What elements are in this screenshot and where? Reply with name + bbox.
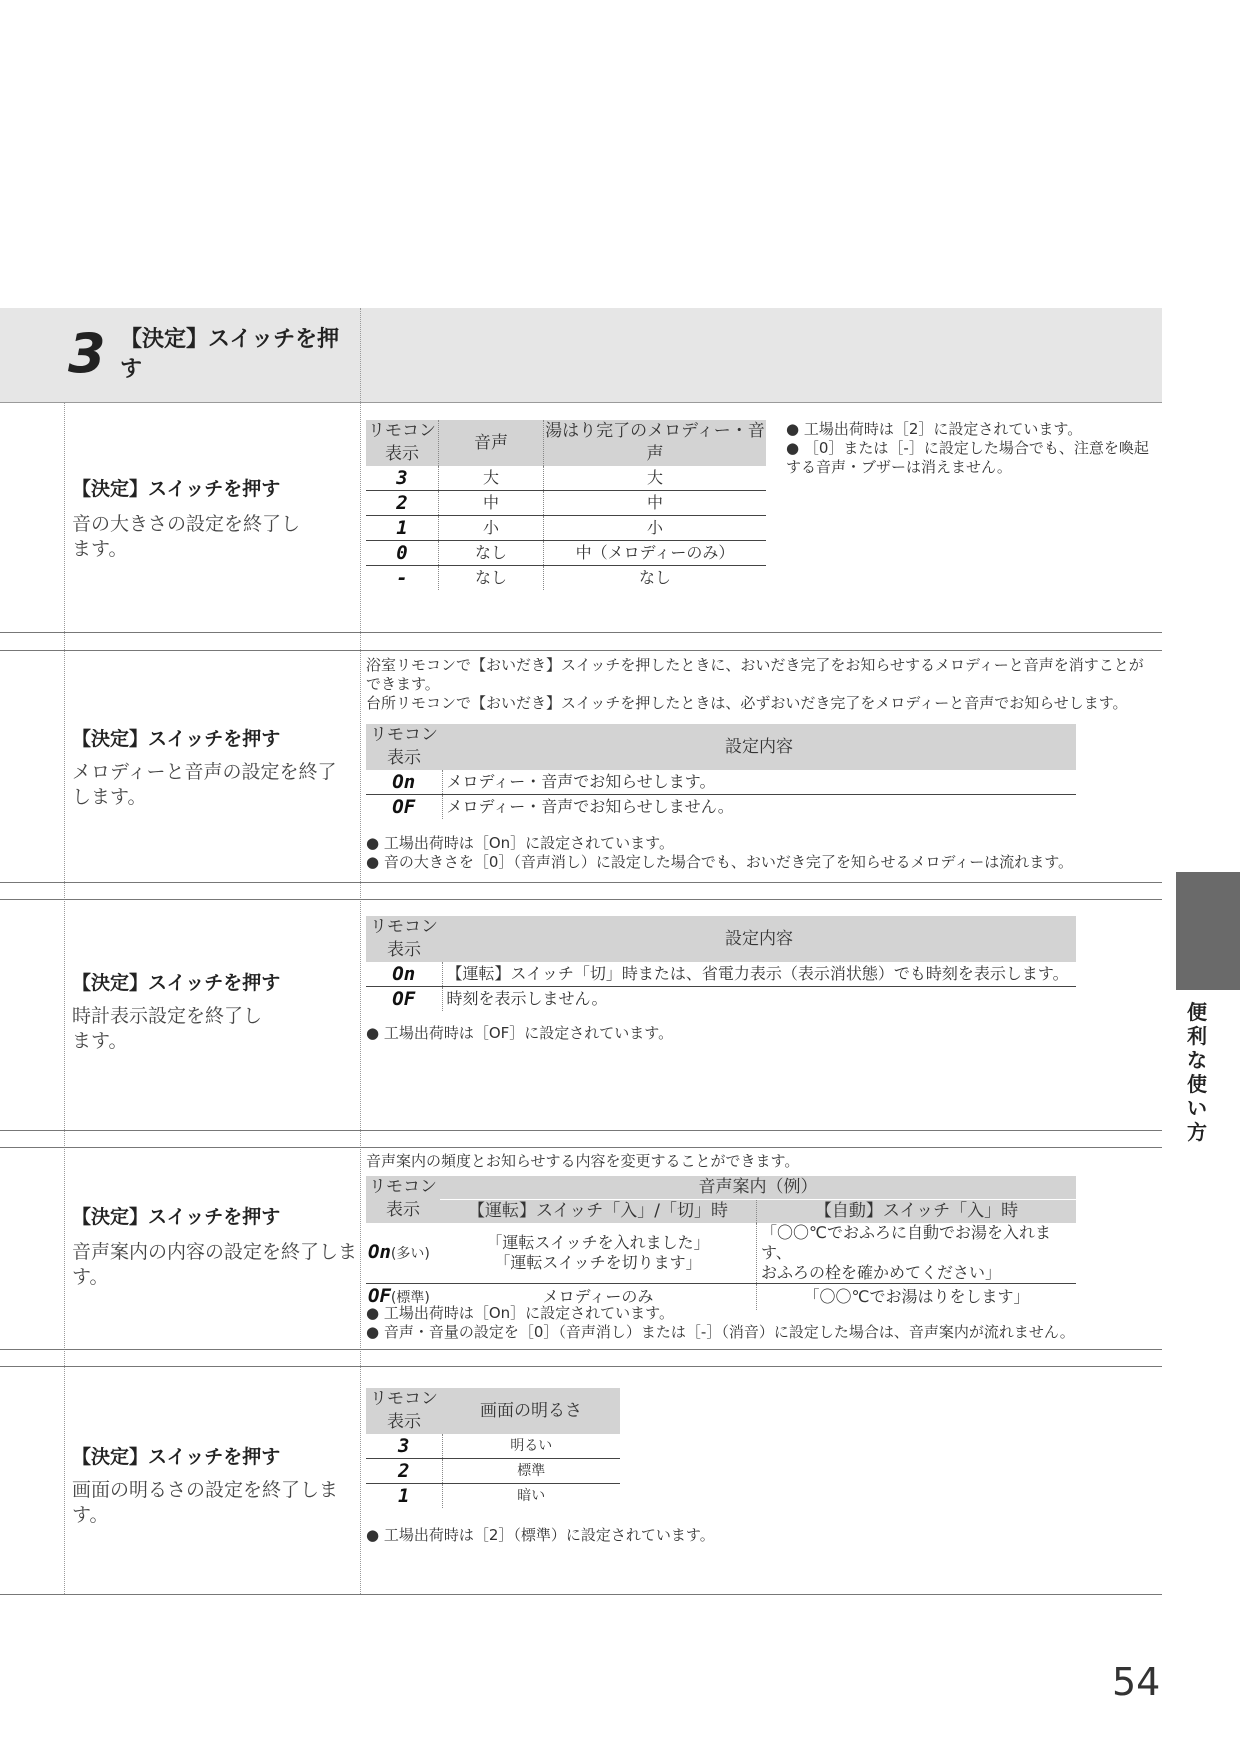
table-cell: 中 xyxy=(544,491,767,516)
col-melody: 湯はり完了のメロディー・音声 xyxy=(545,421,765,464)
display-code-cell xyxy=(366,1223,440,1284)
note-text: 工場出荷時は［2］（標準）に設定されています。 xyxy=(383,1526,715,1544)
table-row xyxy=(366,1484,620,1509)
note-item: ● 音声・音量の設定を［0］（音声消し）または［-］（消音）に設定した場合は、音声案内が流れません。 xyxy=(366,1323,1075,1341)
cell-line: 「運転スイッチを入れました」 xyxy=(486,1233,710,1252)
section-3-notes xyxy=(366,1024,1156,1043)
melody-table xyxy=(366,724,1076,819)
table-cell: 暗い xyxy=(442,1484,620,1509)
side-tab xyxy=(1176,872,1240,990)
display-code: 2 xyxy=(366,1459,442,1484)
col-remocon: リモコン表示 xyxy=(366,420,439,466)
table-cell xyxy=(757,1223,1077,1284)
table-cell: 標準 xyxy=(442,1459,620,1484)
display-code: 2 xyxy=(366,491,439,516)
table-cell: なし xyxy=(439,541,544,566)
side-tab-label: 便利な使い方 xyxy=(1187,1000,1207,1144)
note-item: ● 音の大きさを［0］（音声消し）に設定した場合でも、おいだき完了を知らせるメロディーは流れます。 xyxy=(366,853,1074,871)
note-item: ● ［0］または［-］に設定した場合でも、注意を喚起する音声・ブザーは消えません。 xyxy=(786,439,1149,476)
table-row xyxy=(366,516,766,541)
cell-line: 「〇〇℃でおふろに自動でお湯を入れます、 xyxy=(761,1223,1051,1262)
step-title: 【決定】スイッチを押す xyxy=(120,327,340,382)
section-separator xyxy=(0,1366,1162,1367)
note-item: ● 工場出荷時は［On］に設定されています。 xyxy=(366,834,674,852)
section-3-label: 【決定】スイッチを押す xyxy=(72,972,281,994)
table-cell: 中（メロディーのみ） xyxy=(544,541,767,566)
section-4-notes xyxy=(366,1304,1156,1342)
col-setting: 設定内容 xyxy=(442,916,1076,962)
col-remocon: リモコン表示 xyxy=(366,1388,442,1434)
display-code: OF xyxy=(368,1285,391,1307)
table-cell xyxy=(440,1223,757,1284)
display-code: On xyxy=(368,1241,391,1263)
table-cell: 【運転】スイッチ「切」時または、省電力表示（表示消状態）でも時刻を表示します。 xyxy=(442,962,1076,987)
display-code: 1 xyxy=(398,1485,410,1507)
table-row xyxy=(366,466,766,491)
cell-line: 「運転スイッチを切ります」 xyxy=(494,1253,702,1272)
col-remocon: リモコン表示 xyxy=(366,724,442,770)
section-separator xyxy=(0,632,1162,633)
section-separator xyxy=(0,899,1162,900)
section-separator xyxy=(0,1130,1162,1131)
note-text: 工場出荷時は［On］に設定されています。 xyxy=(383,1304,674,1322)
table-row xyxy=(366,1459,620,1484)
section-separator xyxy=(0,1349,1162,1350)
section-4-label: 【決定】スイッチを押す xyxy=(72,1206,281,1228)
col-unten: 【運転】スイッチ「入」/「切」時 xyxy=(440,1200,757,1224)
table-row xyxy=(366,962,1076,987)
section-5-desc: 画面の明るさの設定を終了します。 xyxy=(72,1479,339,1526)
note-item: ● 工場出荷時は［2］（標準）に設定されています。 xyxy=(366,1526,715,1544)
intro-text: 台所リモコンで【おいだき】スイッチを押したときは、必ずおいだき完了をメロディーと音声でお知らせします。 xyxy=(366,694,1128,712)
col-remocon: リモコン表示 xyxy=(366,916,442,962)
section-separator xyxy=(0,882,1162,883)
section-4-desc: 音声案内の内容の設定を終了します。 xyxy=(72,1241,358,1288)
table-cell: 時刻を表示しません。 xyxy=(442,987,1076,1012)
section-separator xyxy=(0,650,1162,651)
table-cell: 明るい xyxy=(442,1434,620,1459)
col-voice: 音声 xyxy=(439,420,544,466)
table-cell: 大 xyxy=(439,466,544,491)
step-number: 3 xyxy=(68,322,106,385)
table-row xyxy=(366,795,1076,820)
table-cell: 小 xyxy=(544,516,767,541)
table-row xyxy=(366,541,766,566)
page-number: 54 xyxy=(1112,1660,1161,1704)
note-item: ● 工場出荷時は［2］に設定されています。 xyxy=(786,420,1083,438)
section-1-desc: 音の大きさの設定を終了します。 xyxy=(72,513,301,560)
display-code: 3 xyxy=(366,1434,442,1459)
intro-text: 浴室リモコンで【おいだき】スイッチを押したときに、おいだき完了をお知らせするメロディーと音声を消すことができます。 xyxy=(366,656,1144,693)
col-setting: 設定内容 xyxy=(442,724,1076,770)
table-row xyxy=(366,491,766,516)
note-text: 工場出荷時は［OF］に設定されています。 xyxy=(383,1024,674,1042)
display-code: 0 xyxy=(366,541,439,566)
section-2-label: 【決定】スイッチを押す xyxy=(72,728,281,750)
section-2-intro xyxy=(366,656,1156,713)
display-code: 1 xyxy=(366,516,439,541)
table-cell: メロディー・音声でお知らせします。 xyxy=(442,770,1076,795)
col-jidou: 【自動】スイッチ「入」時 xyxy=(757,1200,1077,1224)
cell-line: おふろの栓を確かめてください」 xyxy=(761,1263,1002,1282)
col-voice-guide: 音声案内（例） xyxy=(440,1176,1076,1200)
display-code: On xyxy=(366,962,442,987)
brightness-table xyxy=(366,1388,620,1508)
note-text: ［0］または［-］に設定した場合でも、注意を喚起する音声・ブザーは消えません。 xyxy=(786,439,1149,476)
table-cell: なし xyxy=(544,566,767,591)
code-tag: (多い) xyxy=(390,1246,430,1262)
note-text: 音声・音量の設定を［0］（音声消し）または［-］（消音）に設定した場合は、音声案内が流れません。 xyxy=(383,1323,1075,1341)
table-cell: なし xyxy=(439,566,544,591)
section-separator xyxy=(0,1594,1162,1595)
section-4-intro xyxy=(366,1152,1156,1171)
table-cell: 「〇〇℃でお湯はりをします」 xyxy=(757,1284,1077,1311)
section-2-desc: メロディーと音声の設定を終了します。 xyxy=(72,761,337,808)
code-tag: (標準) xyxy=(390,1290,430,1306)
table-cell: 小 xyxy=(439,516,544,541)
section-1-notes xyxy=(786,420,1156,477)
note-text: 工場出荷時は［On］に設定されています。 xyxy=(383,834,674,852)
table-row xyxy=(366,1223,1076,1284)
table-row xyxy=(366,987,1076,1012)
table-cell: 中 xyxy=(439,491,544,516)
table-cell: 大 xyxy=(544,466,767,491)
note-item: ● 工場出荷時は［On］に設定されています。 xyxy=(366,1304,674,1322)
left-column-divider xyxy=(64,402,65,1594)
display-code: - xyxy=(396,567,408,589)
section-separator xyxy=(0,1147,1162,1148)
volume-table xyxy=(366,420,766,590)
col-brightness: 画面の明るさ xyxy=(442,1388,620,1434)
table-row xyxy=(366,566,766,591)
display-code: OF xyxy=(392,796,416,818)
note-text: 音の大きさを［0］（音声消し）に設定した場合でも、おいだき完了を知らせるメロディーは流れます。 xyxy=(383,853,1074,871)
display-code: OF xyxy=(392,988,416,1010)
display-code: 3 xyxy=(366,466,439,491)
intro-text: 音声案内の頻度とお知らせする内容を変更することができます。 xyxy=(366,1152,800,1170)
section-2-notes xyxy=(366,834,1156,872)
note-text: 工場出荷時は［2］に設定されています。 xyxy=(803,420,1083,438)
note-item: ● 工場出荷時は［OF］に設定されています。 xyxy=(366,1024,674,1042)
display-code: On xyxy=(366,770,442,795)
right-column-divider xyxy=(360,308,361,1594)
table-cell: メロディーのみ xyxy=(542,1287,654,1306)
table-row xyxy=(366,770,1076,795)
table-cell: メロディー・音声でお知らせしません。 xyxy=(442,795,1076,820)
voice-guide-table xyxy=(366,1176,1076,1310)
clock-table xyxy=(366,916,1076,1011)
col-remocon: リモコン表示 xyxy=(366,1176,440,1223)
section-5-notes xyxy=(366,1526,1156,1545)
section-3-desc: 時計表示設定を終了します。 xyxy=(72,1005,263,1052)
section-1-label: 【決定】スイッチを押す xyxy=(72,478,281,500)
section-5-label: 【決定】スイッチを押す xyxy=(72,1446,281,1468)
table-row xyxy=(366,1434,620,1459)
